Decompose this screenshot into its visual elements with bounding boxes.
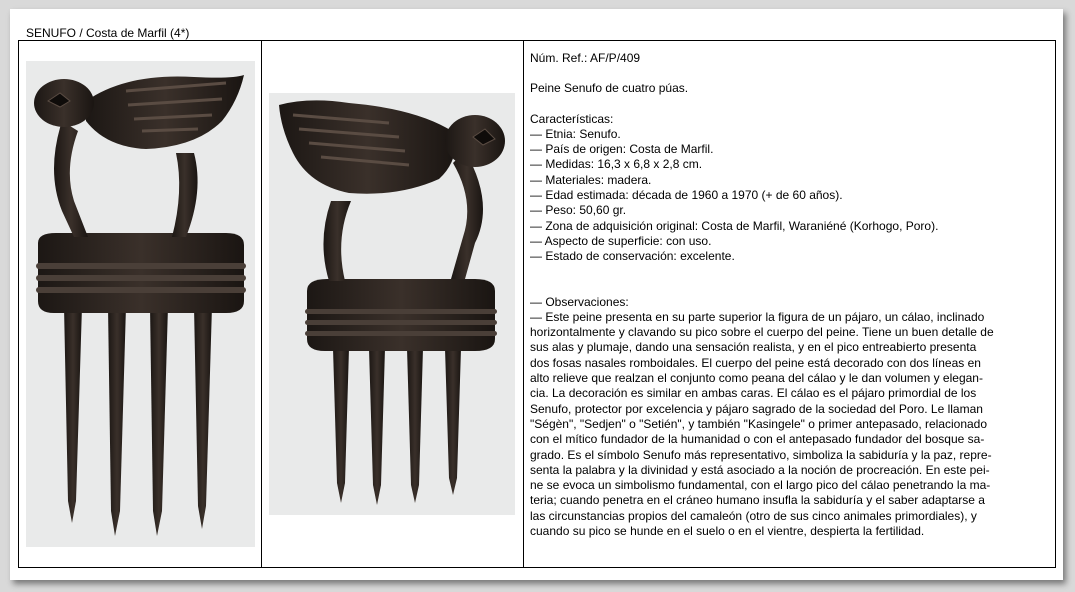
observation-line: con el mítico fundador de la humanidad o con el antepasado fundador del bosque sa- bbox=[530, 432, 985, 447]
characteristic-item: — País de origen: Costa de Marfil. bbox=[530, 142, 714, 157]
observation-line: senta la palabra y la divinidad y está asociado a la noción de procreación. En este pei- bbox=[530, 462, 990, 477]
observation-line: cia. La decoración es similar en ambas caras. El cálao es el pájaro primordial de los bbox=[530, 386, 977, 401]
observation-line: sus alas y plumaje, dando una sensación realista, y en el pico entreabierto presenta bbox=[530, 340, 977, 355]
reference-number: Núm. Ref.: AF/P/409 bbox=[530, 51, 641, 65]
catalog-table bbox=[18, 40, 1056, 568]
description-text bbox=[530, 51, 1051, 539]
comb-photo-front bbox=[26, 61, 255, 547]
characteristic-item: — Estado de conservación: excelente. bbox=[530, 249, 735, 264]
characteristic-item: — Edad estimada: década de 1960 a 1970 (+ de 60 años). bbox=[530, 188, 843, 203]
page-header: SENUFO / Costa de Marfil (4*) bbox=[26, 26, 190, 40]
item-title: Peine Senufo de cuatro púas. bbox=[530, 81, 689, 96]
observation-line: horizontalmente y clavando su pico sobre el cuerpo del peine. Tiene un buen detalle de bbox=[530, 325, 994, 340]
observation-line: las circunstancias propios del camaleón (otro de sus cinco animales primordiales), y bbox=[530, 508, 977, 523]
characteristic-item: — Medidas: 16,3 x 6,8 x 2,8 cm. bbox=[530, 157, 703, 172]
characteristics-heading: Características: bbox=[530, 111, 614, 126]
observation-line: Senufo, protector por excelencia y pájaro sagrado de la sociedad del Poro. Le llaman bbox=[530, 401, 983, 416]
characteristic-item: — Etnia: Senufo. bbox=[530, 126, 621, 141]
characteristic-item: — Peso: 50,60 gr. bbox=[530, 203, 627, 218]
comb-illustration-2 bbox=[269, 93, 515, 515]
comb-photo-back bbox=[269, 93, 515, 515]
observation-line: — Este peine presenta en su parte superior la figura de un pájaro, un cálao, inclinado bbox=[530, 309, 985, 324]
observation-line: "Ségèn", "Sedjen" o "Setién", y también "Kasingele" o primer antepasado, relacionado bbox=[530, 416, 988, 431]
comb-illustration-1 bbox=[26, 61, 255, 547]
photo-cell-1 bbox=[19, 41, 262, 567]
characteristic-item: — Materiales: madera. bbox=[530, 172, 652, 187]
observation-line: teria; cuando penetra en el cráneo humano insufla la sabiduría y el saber adaptarse a bbox=[530, 493, 985, 508]
observation-line: grado. Es el símbolo Senufo más representativo, simboliza la sabiduría y la paz, repre- bbox=[530, 447, 992, 462]
document-sheet bbox=[10, 9, 1063, 580]
observation-line: cuando su pico se hunde en el suelo o en el vientre, despierta la fertilidad. bbox=[530, 524, 925, 539]
observation-line: dos fosas nasales romboidales. El cuerpo del peine está decorado con dos líneas en bbox=[530, 355, 981, 370]
observations-heading: — Observaciones: bbox=[530, 294, 629, 309]
description-cell bbox=[524, 41, 1055, 567]
observation-line: alto relieve que realzan el conjunto como peana del cálao y le dan volumen y elegan- bbox=[530, 371, 983, 386]
photo-cell-2 bbox=[262, 41, 524, 567]
observation-line: ne se evoca un simbolismo fundamental, con el largo pico del cálao penetrando la ma- bbox=[530, 478, 991, 493]
characteristic-item: — Aspecto de superficie: con uso. bbox=[530, 233, 712, 248]
characteristic-item: — Zona de adquisición original: Costa de Marfil, Waraniéné (Korhogo, Poro). bbox=[530, 218, 939, 233]
